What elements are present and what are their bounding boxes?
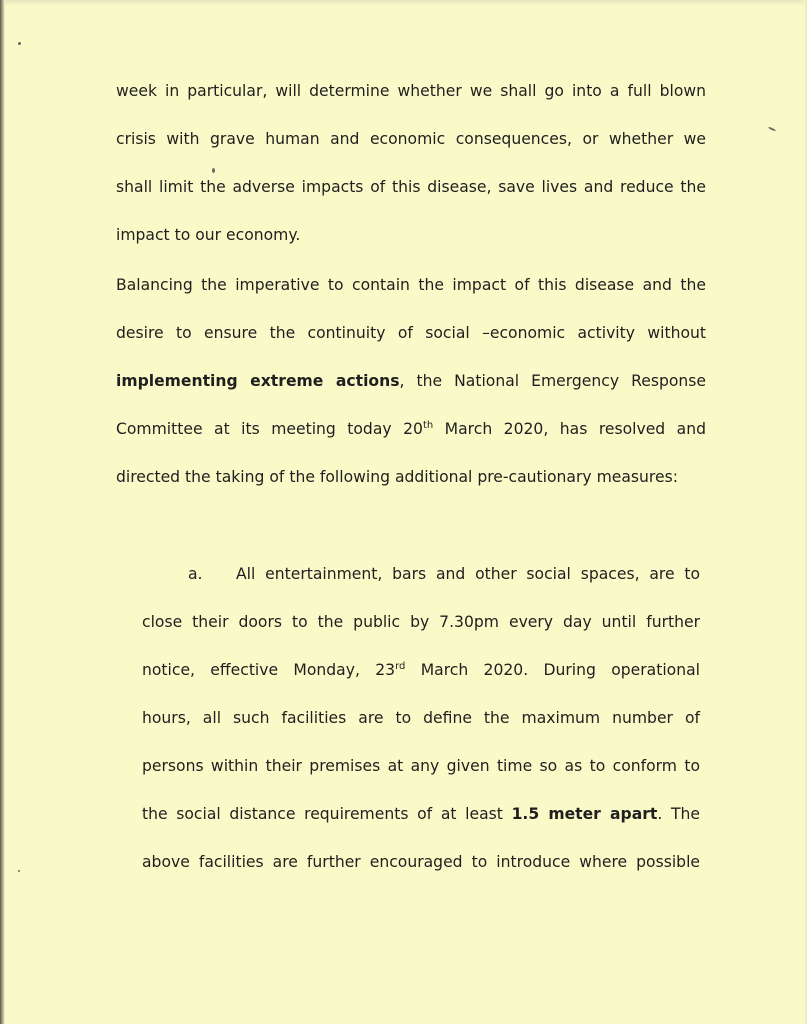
scan-speck: [18, 870, 20, 872]
list-text: notice, effective Monday, 23: [142, 661, 396, 679]
ordinal-suffix: th: [422, 420, 434, 431]
list-marker: a.: [188, 565, 203, 583]
ordinal-suffix: rd: [395, 661, 406, 672]
list-line: close their doors to the public by 7.30pm every day until further: [142, 613, 700, 631]
paragraph-line: week in particular, will determine whether we shall go into a full blown: [116, 82, 706, 100]
list-text: March 2020. During operational: [405, 661, 700, 679]
list-line: [142, 565, 700, 583]
paragraph-line: [116, 420, 706, 438]
list-line: [142, 661, 700, 679]
paragraph-line: Balancing the imperative to contain the impact of this disease and the: [116, 276, 706, 294]
scan-speck: [212, 168, 215, 173]
paragraph-text: March 2020, has resolved and: [433, 420, 706, 438]
list-line: persons within their premises at any given time so as to conform to: [142, 757, 700, 775]
page-top-edge: [0, 0, 807, 6]
list-line: hours, all such facilities are to define the maximum number of: [142, 709, 700, 727]
list-line: above facilities are further encouraged to introduce where possible: [142, 853, 700, 871]
paragraph-line: [116, 372, 706, 390]
page-left-edge: [0, 0, 5, 1024]
list-line: [142, 805, 700, 823]
paragraph-line: desire to ensure the continuity of social –economic activity without: [116, 324, 706, 342]
list-text: All entertainment, bars and other social spaces, are to: [236, 565, 700, 583]
emphasis-text: 1.5 meter apart: [511, 805, 658, 823]
scan-speck: [18, 42, 21, 45]
paragraph-line: impact to our economy.: [116, 226, 301, 244]
paragraph-line: shall limit the adverse impacts of this disease, save lives and reduce the: [116, 178, 706, 196]
emphasis-text: implementing extreme actions: [116, 372, 400, 390]
list-text: the social distance requirements of at least: [142, 805, 512, 823]
paragraph-line: crisis with grave human and economic consequences, or whether we: [116, 130, 706, 148]
list-text: . The: [657, 805, 701, 823]
paragraph-text: Committee at its meeting today 20: [116, 420, 423, 438]
scan-speck: [768, 126, 776, 131]
paragraph-text: , the National Emergency Response: [399, 372, 706, 390]
paragraph-line: directed the taking of the following additional pre-cautionary measures:: [116, 468, 678, 486]
